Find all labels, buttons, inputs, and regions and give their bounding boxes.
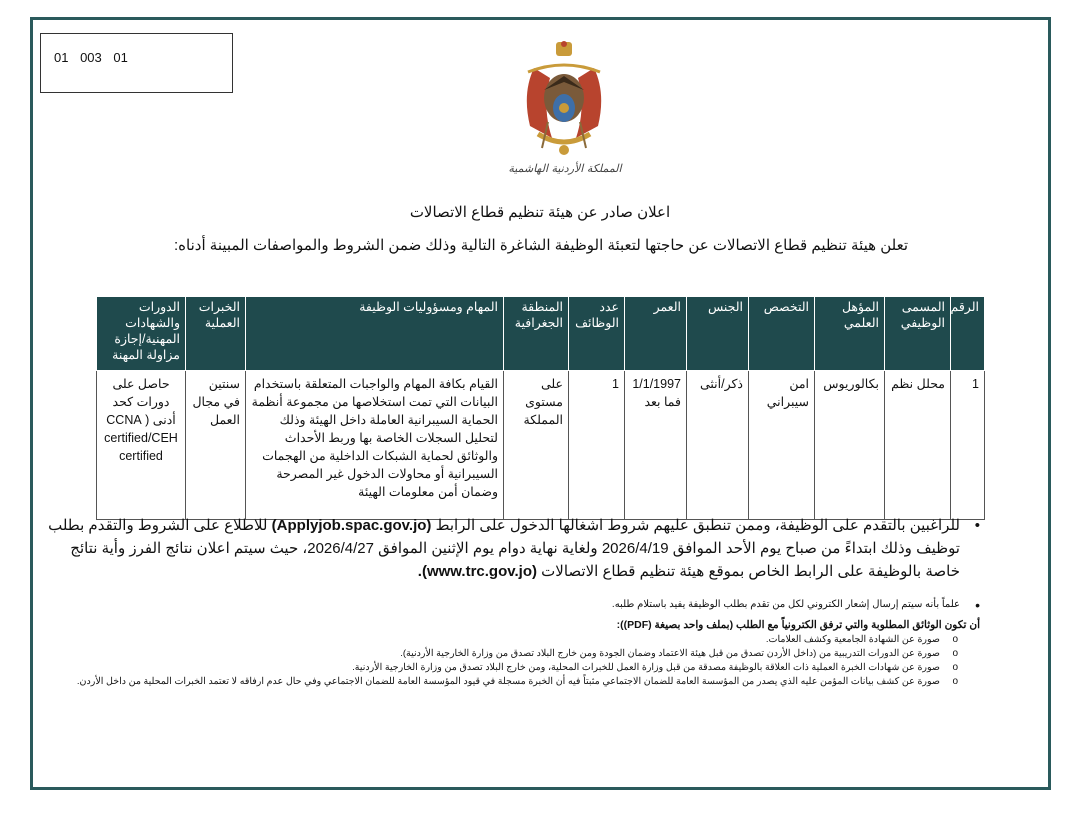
document-item: o صورة عن كشف بيانات المؤمن عليه الذي يصدر من المؤسسة العامة للضمان الاجتماعي مثبتاً فيه أن الخبرة مسجلة في قيود المؤسسة العامة للضمان الاجتماعي وفي حال عدم ارفاقه لا تعتمد الخبرات المحلية من داخل الأردن. [40,675,980,689]
apply-text-1: للراغبين بالتقدم على الوظيفة، وممن تنطبق عليهم شروط اشغالها الدخول على الرابط [435,517,960,534]
documents-heading: أن تكون الوثائق المطلوبة والتي ترفق الكترونياً مع الطلب (بملف واحد بصيغة (PDF)): [616,619,980,631]
apply-text-2: للاطلاع على الشروط والتقدم بطلب توظيف وذلك ابتداءً من صباح يوم الأحد الموافق 2026/4/19 ولغاية نهاية دوام يوم الإثنين الموافق 2026/4/27، حيث سيتم اعلان نتائج الفرز وأية نتائج خاصة بالوظيفة على الرابط الخاص بموقع هيئة تنظيم قطاع الاتصالات [48,517,960,580]
table-row [97,371,985,520]
document-item: o صورة عن الشهادة الجامعية وكشف العلامات. [40,633,980,647]
cell-age: 1/1/1997 فما بعد [625,371,687,520]
header-duties: المهام ومسؤوليات الوظيفة [246,297,504,371]
reference-number: 01 003 01 [40,33,233,93]
cell-duties: القيام بكافة المهام والواجبات المتعلقة باستخدام البيانات التي تمت استخلاصها من مجموعة أنظمة الحماية السيبرانية العاملة داخل الهيئة وذلك لتحليل السجلات الخاصة بها وربط الأحداث والوثائق لحماية الشبكات الداخلية من الهجمات السيبرانية أو محاولات الدخول غير المصرحة وضمان أمن معلومات الهيئة [246,371,504,520]
cell-qualification: بكالوريوس [815,371,885,520]
announcement-title: اعلان صادر عن هيئة تنظيم قطاع الاتصالات [409,204,671,221]
cell-region: على مستوى المملكة [504,371,569,520]
cell-experience: سنتين في مجال العمل [186,371,246,520]
header-certifications: الدورات والشهادات المهنية/إجازة مزاولة المهنة [97,297,186,371]
job-table [96,296,985,520]
header-number: الرقم [951,297,985,371]
kingdom-caption: المملكة الأردنية الهاشمية [508,162,622,175]
email-notice: • علماً بأنه سيتم إرسال إشعار الكتروني لكل من تقدم بطلب الوظيفة يفيد باستلام طلبه. [40,597,980,613]
header-qualification: المؤهل العلمي [815,297,885,371]
header-title: المسمى الوظيفي [885,297,951,371]
cell-specialization: امن سيبراني [749,371,815,520]
apply-link[interactable]: (Applyjob.spac.gov.jo) [271,517,432,534]
cell-title: محلل نظم [885,371,951,520]
header-count: عدد الوظائف [569,297,625,371]
cell-count: 1 [569,371,625,520]
cell-number: 1 [951,371,985,520]
announcement-intro: تعلن هيئة تنظيم قطاع الاتصالات عن حاجتها لتعبئة الوظيفة الشاغرة التالية وذلك ضمن الشروط والمواصفات المبينة أدناه: [174,237,908,254]
instructions [40,514,980,689]
document-item: o صورة عن الدورات التدريبية من (داخل الأردن تصدق من قبل هيئة الاعتماد وضمان الجودة ومن خارج البلاد تصدق من وزارة الخارجية الأردنية). [40,647,980,661]
cell-gender: ذكر/أنثى [687,371,749,520]
royal-emblem-icon [512,38,616,160]
header-age: العمر [625,297,687,371]
header-experience: الخبرات العملية [186,297,246,371]
document-item: o صورة عن شهادات الخبرة العملية ذات العلاقة بالوظيفة مصدقة من قبل وزارة العمل للخبرات المحلية، ومن خارج البلاد تصدق من وزارة الخارجية الأردنية. [40,661,980,675]
cell-certifications: حاصل على دورات كحد أدنى ( CCNA certified/CEH certified [97,371,186,520]
header-gender: الجنس [687,297,749,371]
table-header-row [97,297,985,371]
trc-link[interactable]: (www.trc.gov.jo). [417,563,537,580]
header-region: المنطقة الجغرافية [504,297,569,371]
header-specialization: التخصص [749,297,815,371]
apply-instructions [40,514,980,583]
